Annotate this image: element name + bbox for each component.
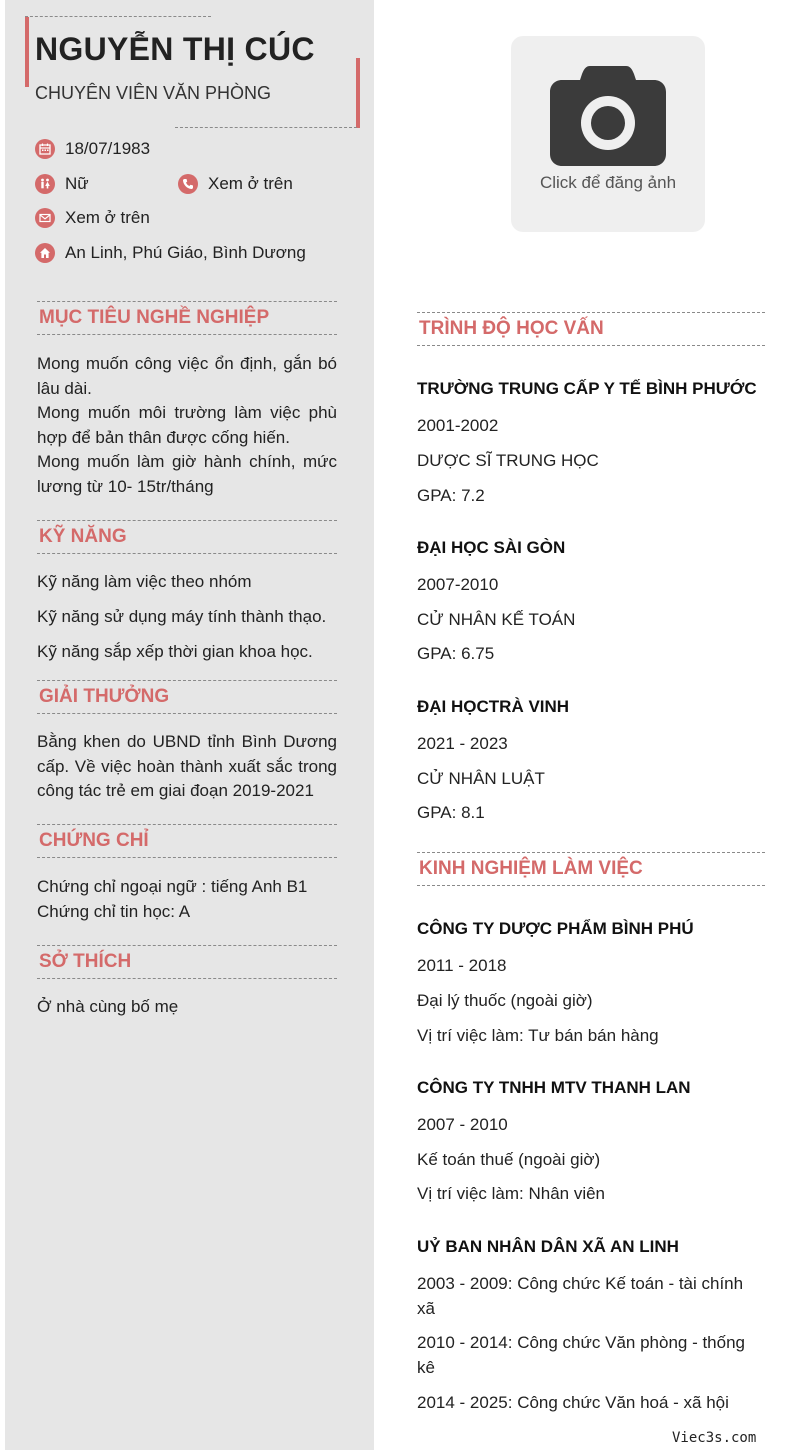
experience-line: 2014 - 2025: Công chức Văn hoá - xã hội <box>417 1393 729 1412</box>
skill-item: Kỹ năng sắp xếp thời gian khoa học. <box>37 642 313 661</box>
email-value: Xem ở trên <box>65 208 150 227</box>
objective-text <box>37 352 337 499</box>
experience-line: Kế toán thuế (ngoài giờ) <box>417 1150 601 1169</box>
education-school: ĐẠI HỌCTRÀ VINH <box>417 697 570 716</box>
awards-text: Bằng khen do UBND tỉnh Bình Dương cấp. Về việc hoàn thành xuất sắc trong công tác trẻ em giai đoạn 2019-2021 <box>37 732 337 800</box>
experience-company: UỶ BAN NHÂN DÂN XÃ AN LINH <box>417 1237 679 1256</box>
hobbies-heading: SỞ THÍCH <box>37 945 337 979</box>
photo-caption[interactable]: Click để đăng ảnh <box>539 173 677 192</box>
certificate-item: Chứng chỉ ngoại ngữ : tiếng Anh B1 <box>37 877 308 896</box>
education-school: TRƯỜNG TRUNG CẤP Y TẾ BÌNH PHƯỚC <box>417 379 757 398</box>
experience-heading: KINH NGHIỆM LÀM VIỆC <box>417 852 765 886</box>
education-heading: TRÌNH ĐỘ HỌC VẤN <box>417 312 765 346</box>
info-phone <box>178 174 293 194</box>
experience-line: 2010 - 2014: Công chức Văn phòng - thống kê <box>417 1333 746 1377</box>
gender-value: Nữ <box>65 174 89 193</box>
info-address <box>35 243 306 263</box>
education-gpa: GPA: 6.75 <box>417 644 495 663</box>
experience-line: 2011 - 2018 <box>417 956 507 975</box>
experience-line: Vị trí việc làm: Nhân viên <box>417 1184 606 1203</box>
candidate-role: CHUYÊN VIÊN VĂN PHÒNG <box>35 83 272 103</box>
objective-item: Mong muốn công việc ổn định, gắn bó lâu dài. <box>37 354 337 398</box>
calendar-icon <box>35 139 55 159</box>
education-gpa: GPA: 7.2 <box>417 486 485 505</box>
objective-heading: MỤC TIÊU NGHỀ NGHIỆP <box>37 301 337 335</box>
education-degree: CỬ NHÂN LUẬT <box>417 769 545 788</box>
education-school: ĐẠI HỌC SÀI GÒN <box>417 538 566 557</box>
mail-icon <box>35 208 55 228</box>
info-dob <box>35 139 150 159</box>
hobbies-text: Ở nhà cùng bố mẹ <box>37 997 179 1016</box>
experience-line: 2003 - 2009: Công chức Kế toán - tài chính xã <box>417 1274 744 1318</box>
education-degree: CỬ NHÂN KẾ TOÁN <box>417 610 576 629</box>
experience-company: CÔNG TY TNHH MTV THANH LAN <box>417 1078 691 1097</box>
phone-value: Xem ở trên <box>208 174 293 193</box>
education-degree: DƯỢC SĨ TRUNG HỌC <box>417 451 599 470</box>
education-gpa: GPA: 8.1 <box>417 803 485 822</box>
skills-heading: KỸ NĂNG <box>37 520 337 554</box>
experience-line: 2007 - 2010 <box>417 1115 508 1134</box>
objective-item: Mong muốn môi trường làm việc phù hợp để bản thân được cống hiến. <box>37 403 337 447</box>
experience-line: Vị trí việc làm: Tư bán bán hàng <box>417 1026 659 1045</box>
skill-item: Kỹ năng sử dụng máy tính thành thạo. <box>37 607 327 626</box>
info-gender <box>35 174 89 194</box>
header-accent-bar-right <box>356 58 360 128</box>
certificates-heading: CHỨNG CHỈ <box>37 824 337 858</box>
photo-upload-box[interactable] <box>511 36 705 232</box>
header-bottom-divider <box>175 127 357 128</box>
watermark: Viec3s.com <box>672 1430 757 1446</box>
header-accent-bar-left <box>25 17 29 87</box>
education-years: 2001-2002 <box>417 416 499 435</box>
address-value: An Linh, Phú Giáo, Bình Dương <box>65 243 306 262</box>
dob-value: 18/07/1983 <box>65 139 151 158</box>
education-years: 2021 - 2023 <box>417 734 508 753</box>
gender-icon <box>35 174 55 194</box>
education-years: 2007-2010 <box>417 575 499 594</box>
experience-company: CÔNG TY DƯỢC PHẨM BÌNH PHÚ <box>417 919 694 938</box>
home-icon <box>35 243 55 263</box>
header-top-divider <box>25 16 211 17</box>
awards-heading: GIẢI THƯỞNG <box>37 680 337 714</box>
skill-item: Kỹ năng làm việc theo nhóm <box>37 572 252 591</box>
experience-line: Đại lý thuốc (ngoài giờ) <box>417 991 593 1010</box>
candidate-name: NGUYỄN THỊ CÚC <box>35 31 315 67</box>
info-email <box>35 208 150 228</box>
objective-item: Mong muốn làm giờ hành chính, mức lương từ 10- 15tr/tháng <box>37 452 337 496</box>
phone-icon <box>178 174 198 194</box>
certificates-list <box>37 875 337 924</box>
certificate-item: Chứng chỉ tin học: A <box>37 901 191 921</box>
camera-icon <box>550 66 666 166</box>
